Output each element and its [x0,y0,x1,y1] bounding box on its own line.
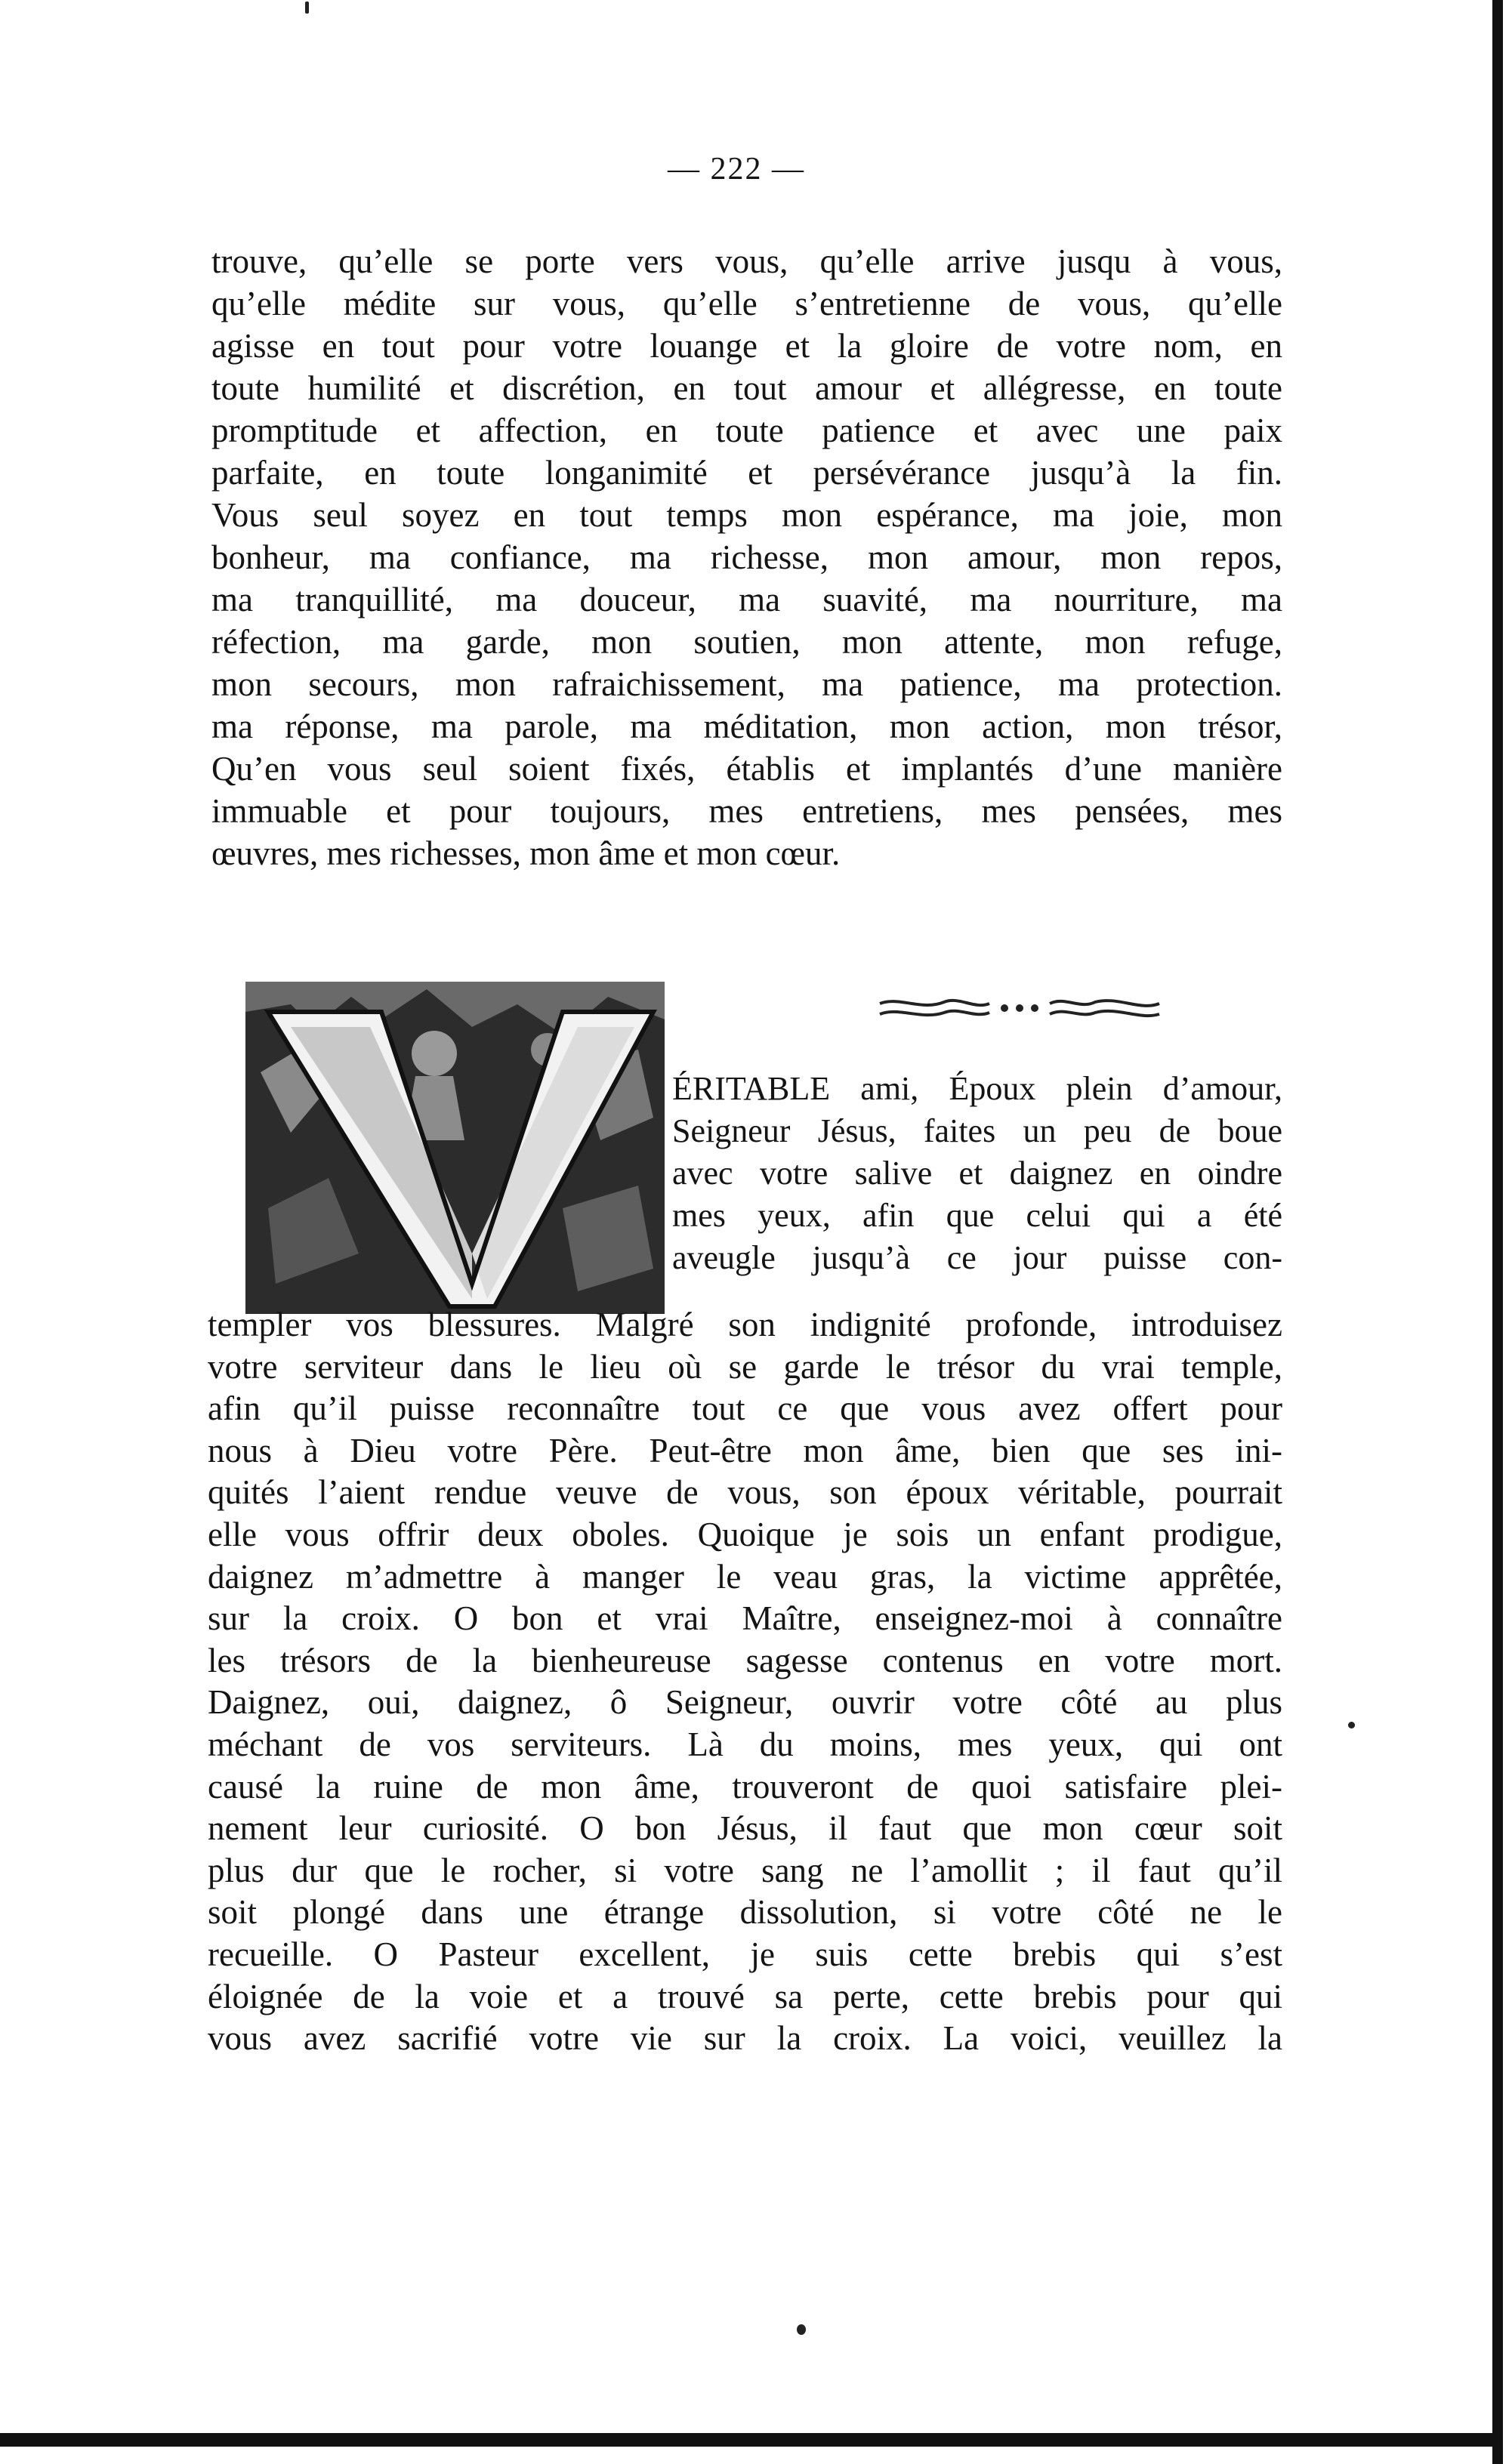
text-line: ma tranquillité, ma douceur, ma suavité, ma nourriture, ma [211,581,1282,618]
text-line: avec votre salive et daignez en oindre [672,1155,1282,1192]
text-line: immuable et pour toujours, mes entretiens, mes pensées, mes [211,792,1282,830]
ink-speck [305,2,309,14]
ink-speck [1348,1722,1355,1729]
paragraph-2-beside-cap [672,1068,1282,1279]
text-line: templer vos blessures. Malgré son indignité profonde, introduisez [208,1306,1282,1343]
page-border-right [1492,0,1503,2464]
text-line: éloignée de la voie et a trouvé sa perte, cette brebis pour qui [208,1977,1282,2015]
text-line: les trésors de la bienheureuse sagesse contenus en votre mort. [208,1641,1282,1679]
text-line: aveugle jusqu’à ce jour puisse con- [672,1239,1282,1276]
text-line: parfaite, en toute longanimité et persévérance jusqu’à la fin. [211,454,1282,492]
text-line: promptitude et affection, en toute patience et avec une paix [211,412,1282,449]
text-line: qu’elle médite sur vous, qu’elle s’entretienne de vous, qu’elle [211,285,1282,322]
text-line: mes yeux, afin que celui qui a été [672,1197,1282,1234]
page-number: — 222 — [668,152,805,187]
text-line: Daignez, oui, daignez, ô Seigneur, ouvrir votre côté au plus [208,1683,1282,1722]
ink-speck [797,2324,806,2335]
text-line: Qu’en vous seul soient fixés, établis et implantés d’une manière [211,750,1282,788]
paragraph-2 [208,1304,1282,2060]
text-line: nement leur curiosité. O bon Jésus, il faut que mon cœur soit [208,1809,1282,1848]
text-line: ma réponse, ma parole, ma méditation, mon action, mon trésor, [211,708,1282,745]
ornament-divider [876,993,1163,1023]
text-line: sur la croix. O bon et vrai Maître, enseignez-moi à connaître [208,1599,1282,1638]
text-line: vous avez sacrifié votre vie sur la croix. La voici, veuillez la [208,2019,1282,2058]
text-line: méchant de vos serviteurs. Là du moins, mes yeux, qui ont [208,1725,1282,1763]
text-line: ÉRITABLE ami, Époux plein d’amour, [672,1070,1282,1107]
text-line: toute humilité et discrétion, en tout amour et allégresse, en toute [211,369,1282,407]
text-line: afin qu’il puisse reconnaître tout ce que vous avez offert pour [208,1389,1282,1428]
text-line: recueille. O Pasteur excellent, je suis cette brebis qui s’est [208,1935,1282,1973]
text-line: votre serviteur dans le lieu où se garde le trésor du vrai temple, [208,1347,1282,1386]
text-line: quités l’aient rendue veuve de vous, son époux véritable, pourrait [208,1473,1282,1512]
text-line: plus dur que le rocher, si votre sang ne l’amollit ; il faut qu’il [208,1851,1282,1889]
text-line: agisse en tout pour votre louange et la gloire de votre nom, en [211,327,1282,365]
text-line: réfection, ma garde, mon soutien, mon attente, mon refuge, [211,623,1282,661]
paragraph-1 [211,240,1282,874]
text-line: elle vous offrir deux oboles. Quoique je sois un enfant prodigue, [208,1515,1282,1553]
text-line: bonheur, ma confiance, ma richesse, mon amour, mon repos, [211,538,1282,576]
text-line: Seigneur Jésus, faites un peu de boue [672,1112,1282,1149]
text-line: soit plongé dans une étrange dissolution, si votre côté ne le [208,1893,1282,1932]
text-line: Vous seul soyez en tout temps mon espérance, ma joie, mon [211,496,1282,534]
page-border-bottom [0,2433,1503,2447]
text-line: œuvres, mes richesses, mon âme et mon cœur. [211,834,841,872]
text-line: nous à Dieu votre Père. Peut-être mon âme, bien que ses ini- [208,1431,1282,1469]
text-line: daignez m’admettre à manger le veau gras, la victime apprêtée, [208,1557,1282,1596]
drop-cap-engraving-icon [245,982,665,1314]
text-line: trouve, qu’elle se porte vers vous, qu’elle arrive jusqu à vous, [211,242,1282,280]
drop-cap-illustration [245,982,665,1314]
text-line: causé la ruine de mon âme, trouveront de quoi satisfaire plei- [208,1767,1282,1806]
text-line: mon secours, mon rafraichissement, ma patience, ma protection. [211,665,1282,703]
